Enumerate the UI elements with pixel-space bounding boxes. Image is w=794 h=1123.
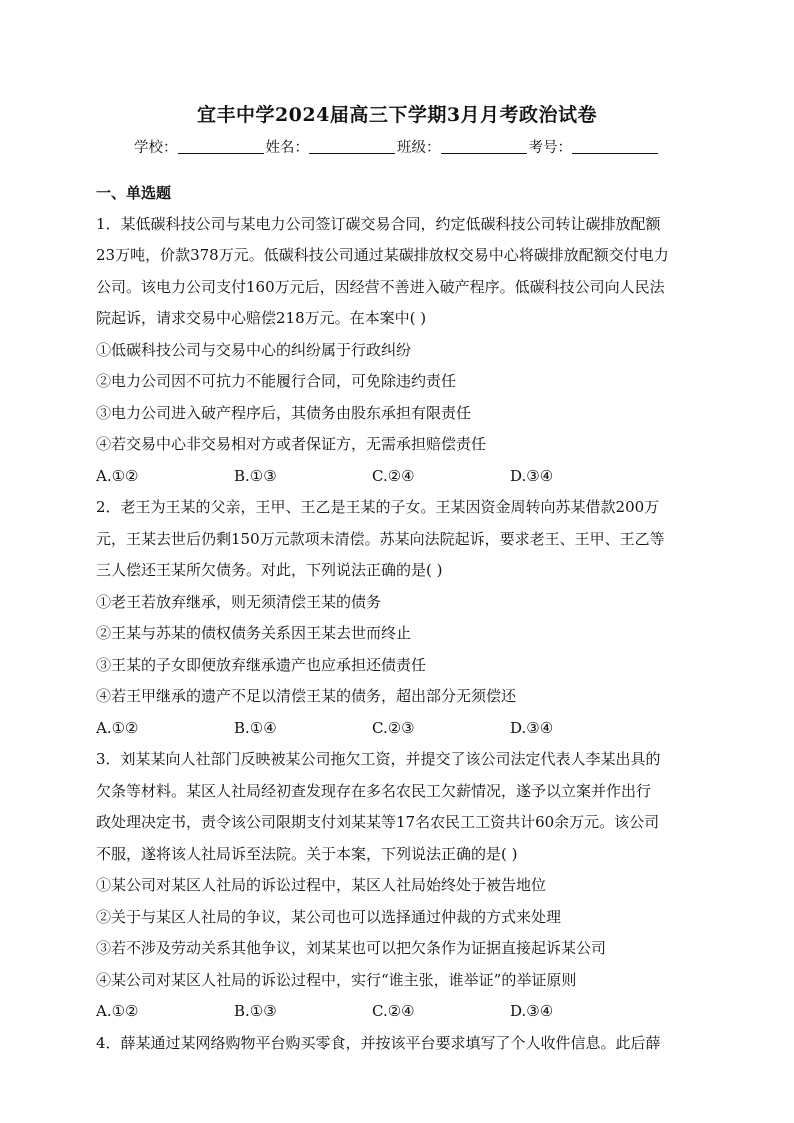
stem-line: 2．老王为王某的父亲，王甲、王乙是王某的子女。王某因资金周转向苏某借款200万 (96, 498, 660, 516)
school-blank (178, 139, 264, 154)
option-d: D.③④ (510, 466, 554, 485)
name-label: 姓名： (265, 140, 309, 156)
stem-line: 欠条等材料。某区人社局经初查发现存在多名农民工欠薪情况，遂予以立案并作出行 (96, 781, 652, 800)
option-a: A.①② (96, 1002, 139, 1020)
statement-item: ②王某与苏某的债权债务关系因王某去世而终止 (96, 624, 412, 642)
stem-line: 3．刘某某向人社部门反映被某公司拖欠工资，并提交了该公司法定代表人李某出具的 (96, 750, 661, 768)
statement-item: ③电力公司进入破产程序后，其债务由股东承担有限责任 (96, 403, 472, 422)
option-a: A.①② (96, 466, 139, 485)
question-1 (96, 209, 700, 493)
class-label: 班级： (397, 140, 441, 156)
answer-options (96, 996, 700, 1028)
question-2 (96, 492, 700, 744)
option-c: C.②③ (372, 718, 415, 737)
question-stem (96, 492, 700, 587)
question-4 (96, 1028, 700, 1060)
option-c: C.②④ (372, 466, 415, 485)
statement-item: ④若王甲继承的遗产不足以清偿王某的债务，超出部分无须偿还 (96, 687, 517, 705)
exam-number-label: 考号： (528, 140, 572, 156)
stem-line: 1．某低碳科技公司与某电力公司签订碳交易合同，约定低碳科技公司转让碳排放配额 (96, 214, 661, 233)
statement-item: ②关于与某区人社局的争议，某公司也可以选择通过仲裁的方式来处理 (96, 907, 562, 926)
option-b: B.①③ (234, 466, 277, 485)
statement-item: ④某公司对某区人社局的诉讼过程中，实行“谁主张，谁举证”的举证原则 (96, 970, 577, 989)
option-a: A.①② (96, 718, 139, 737)
stem-line: 23万吨，价款378万元。低碳科技公司通过某碳排放权交易中心将碳排放配额交付电力 (96, 246, 669, 264)
statement-item: ①老王若放弃继承，则无须清偿王某的债务 (96, 592, 382, 611)
exam-number-blank (572, 139, 658, 154)
stem-line: 政处理决定书，责令该公司限期支付刘某某等17名农民工工资共计60余万元。该公司 (96, 813, 660, 831)
option-c: C.②④ (372, 1002, 415, 1020)
name-blank (309, 139, 395, 154)
statement-item: ①某公司对某区人社局的诉讼过程中，某区人社局始终处于被告地位 (96, 876, 547, 894)
statement-item: ①低碳科技公司与交易中心的纠纷属于行政纠纷 (96, 340, 412, 359)
stem-line: 三人偿还王某所欠债务。对此，下列说法正确的是( ) (96, 561, 443, 579)
exam-title: 宜丰中学2024届高三下学期3月月考政治试卷 (196, 104, 598, 126)
option-b: B.①④ (234, 718, 277, 737)
answer-options (96, 461, 700, 493)
stem-line: 公司。该电力公司支付160万元后，因经营不善进入破产程序。低碳科技公司向人民法 (96, 277, 665, 296)
question-stem (96, 744, 700, 870)
answer-options (96, 713, 700, 745)
student-info-line (0, 136, 794, 157)
stem-line: 院起诉，请求交易中心赔偿218万元。在本案中( ) (96, 309, 427, 327)
statement-item: ②电力公司因不可抗力不能履行合同，可免除违约责任 (96, 372, 457, 390)
stem-line: 4．薛某通过某网络购物平台购买零食，并按该平台要求填写了个人收件信息。此后薛 (96, 1033, 661, 1052)
statement-item: ③若不涉及劳动关系其他争议，刘某某也可以把欠条作为证据直接起诉某公司 (96, 939, 607, 957)
school-label: 学校： (134, 140, 178, 156)
question-3 (96, 744, 700, 1028)
exam-content (96, 178, 700, 1059)
option-d: D.③④ (510, 1002, 554, 1020)
option-d: D.③④ (510, 718, 554, 737)
section-heading: 一、单选题 (96, 184, 172, 202)
statement-item: ④若交易中心非交易相对方或者保证方，无需承担赔偿责任 (96, 435, 487, 453)
stem-line: 元，王某去世后仍剩150万元款项未清偿。苏某向法院起诉，要求老王、王甲、王乙等 (96, 529, 665, 548)
question-stem (96, 1028, 700, 1060)
stem-line: 不服，遂将该人社局诉至法院。关于本案，下列说法正确的是( ) (96, 844, 518, 863)
question-stem (96, 209, 700, 335)
statement-item: ③王某的子女即便放弃继承遗产也应承担还债责任 (96, 655, 427, 674)
class-blank (441, 139, 527, 154)
option-b: B.①③ (234, 1002, 277, 1020)
